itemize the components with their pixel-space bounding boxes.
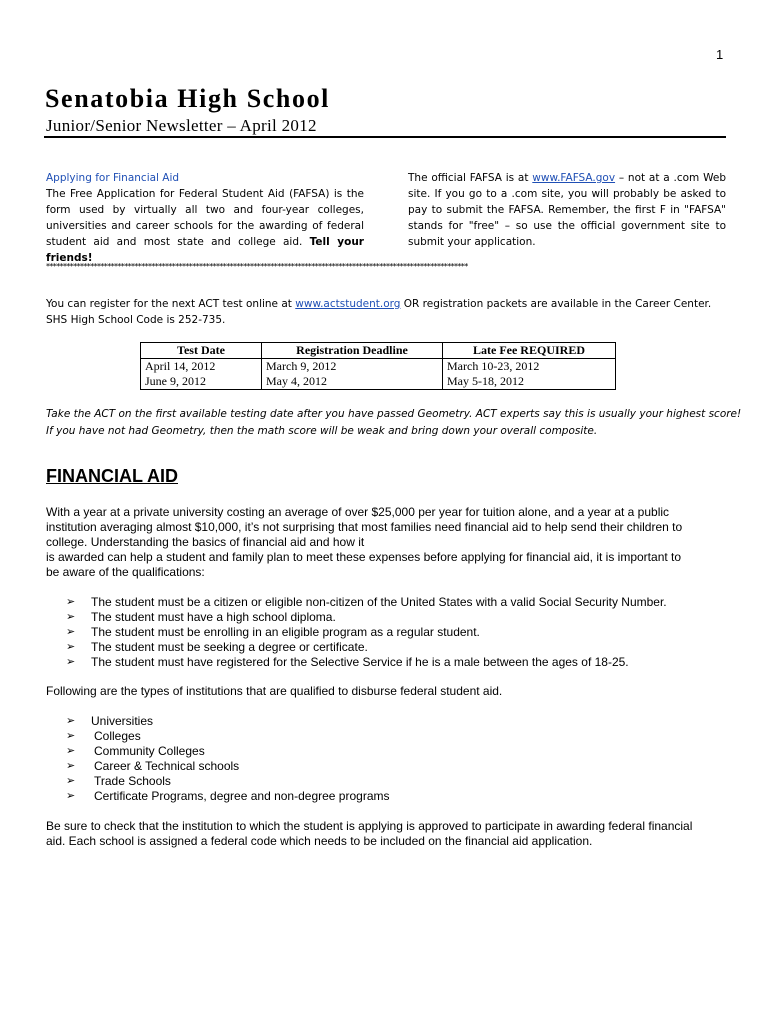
arrow-bullet-icon: ➢ xyxy=(66,730,76,742)
table-header: Test Date xyxy=(141,343,262,359)
table-cell: April 14, 2012 xyxy=(141,359,262,375)
fafsa-right-column xyxy=(408,170,726,250)
list-item: ➢ The student must be enrolling in an eligible program as a regular student. xyxy=(66,625,480,639)
newsletter-subtitle: Junior/Senior Newsletter – April 2012 xyxy=(46,116,317,135)
table-cell: June 9, 2012 xyxy=(141,374,262,390)
list-item: ➢ Universities xyxy=(66,714,154,728)
actstudent-link[interactable]: www.actstudent.org xyxy=(295,298,401,310)
table-header: Registration Deadline xyxy=(262,343,443,359)
table-row xyxy=(141,374,616,390)
list-item: ➢ The student must be seeking a degree or certificate. xyxy=(66,640,368,654)
list-item: ➢ Community Colleges xyxy=(66,744,205,758)
title-rule xyxy=(44,136,726,138)
act-note-line: Take the ACT on the first available testing date after you have passed Geometry. ACT experts say this is usually your highest score! xyxy=(46,408,742,420)
asterisk-separator: **************************************************************************************************************************** xyxy=(46,262,468,271)
qualifications-list xyxy=(66,595,667,670)
table-cell: March 9, 2012 xyxy=(262,359,443,375)
institutions-list xyxy=(66,714,390,804)
act-dates-table xyxy=(140,342,616,390)
arrow-bullet-icon: ➢ xyxy=(66,775,76,787)
act-geometry-note xyxy=(46,406,741,440)
intro-line: is awarded can help a student and family plan to meet these expenses before applying for financial aid, it is important to xyxy=(46,550,682,564)
arrow-bullet-icon: ➢ xyxy=(66,715,76,727)
list-item: ➢ The student must have a high school diploma. xyxy=(66,610,336,624)
intro-line: be aware of the qualifications: xyxy=(46,565,205,579)
arrow-bullet-icon: ➢ xyxy=(66,760,76,772)
table-cell: May 5-18, 2012 xyxy=(443,374,616,390)
closing-paragraph xyxy=(46,819,736,849)
arrow-bullet-icon: ➢ xyxy=(66,656,76,668)
act-registration-info xyxy=(46,296,711,328)
table-header-row xyxy=(141,343,616,359)
list-item: ➢ Certificate Programs, degree and non-degree programs xyxy=(66,789,390,803)
closing-line: aid. Each school is assigned a federal code which needs to be included on the financial aid application. xyxy=(46,834,593,848)
table-header: Late Fee REQUIRED xyxy=(443,343,616,359)
intro-line: institution averaging almost $10,000, it’s not surprising that most families need financial aid to help send their children to xyxy=(46,520,683,534)
tell-friends-emphasis: Tell your friends! xyxy=(46,236,364,264)
act-line1-suffix: OR registration packets are available in the Career Center. xyxy=(403,298,712,310)
intro-line: With a year at a private university costing an average of over $25,000 per year for tuition alone, and a year at a public xyxy=(46,505,670,519)
fafsa-official-text: – not at a .com Web site. If you go to a .com site, you will probably be asked to pay to submit the FAFSA. Remember, the first F in "FAFSA" stands for "free" – so use the official government site to submit your application. xyxy=(408,172,726,248)
fafsa-gov-link[interactable]: www.FAFSA.gov xyxy=(532,172,616,184)
newsletter-title: Senatobia High School xyxy=(45,84,330,113)
arrow-bullet-icon: ➢ xyxy=(66,641,76,653)
financial-aid-heading: FINANCIAL AID xyxy=(46,466,178,486)
fafsa-left-column xyxy=(46,170,364,266)
institutions-intro: Following are the types of institutions that are qualified to disburse federal student aid. xyxy=(46,684,503,698)
fafsa-description: The Free Application for Federal Student Aid (FAFSA) is the form used by virtually all two and four-year colleges, universities and career schools for the awarding of federal student aid and most state and college aid. xyxy=(46,188,364,248)
list-item: ➢ Trade Schools xyxy=(66,774,171,788)
arrow-bullet-icon: ➢ xyxy=(66,745,76,757)
arrow-bullet-icon: ➢ xyxy=(66,626,76,638)
act-note-line: If you have not had Geometry, then the math score will be weak and bring down your overall composite. xyxy=(46,425,598,437)
fafsa-official-prefix: The official FAFSA is at xyxy=(408,172,529,184)
table-row xyxy=(141,359,616,375)
closing-line: Be sure to check that the institution to which the student is applying is approved to participate in awarding federal financial xyxy=(46,819,693,833)
table-cell: May 4, 2012 xyxy=(262,374,443,390)
arrow-bullet-icon: ➢ xyxy=(66,790,76,802)
act-line1-prefix: You can register for the next ACT test online at xyxy=(46,298,292,310)
table-cell: March 10-23, 2012 xyxy=(443,359,616,375)
list-item: ➢ The student must have registered for the Selective Service if he is a male between the ages of 18-25. xyxy=(66,655,629,669)
arrow-bullet-icon: ➢ xyxy=(66,611,76,623)
school-code: SHS High School Code is 252-735. xyxy=(46,314,226,326)
intro-line: college. Understanding the basics of financial aid and how it xyxy=(46,535,365,549)
arrow-bullet-icon: ➢ xyxy=(66,596,76,608)
list-item: ➢ The student must be a citizen or eligible non-citizen of the United States with a valid Social Security Number. xyxy=(66,595,667,609)
page-number: 1 xyxy=(716,47,724,62)
list-item: ➢ Colleges xyxy=(66,729,141,743)
financial-aid-intro xyxy=(46,505,736,580)
fafsa-heading-link[interactable]: Applying for Financial Aid xyxy=(46,172,180,184)
list-item: ➢ Career & Technical schools xyxy=(66,759,240,773)
